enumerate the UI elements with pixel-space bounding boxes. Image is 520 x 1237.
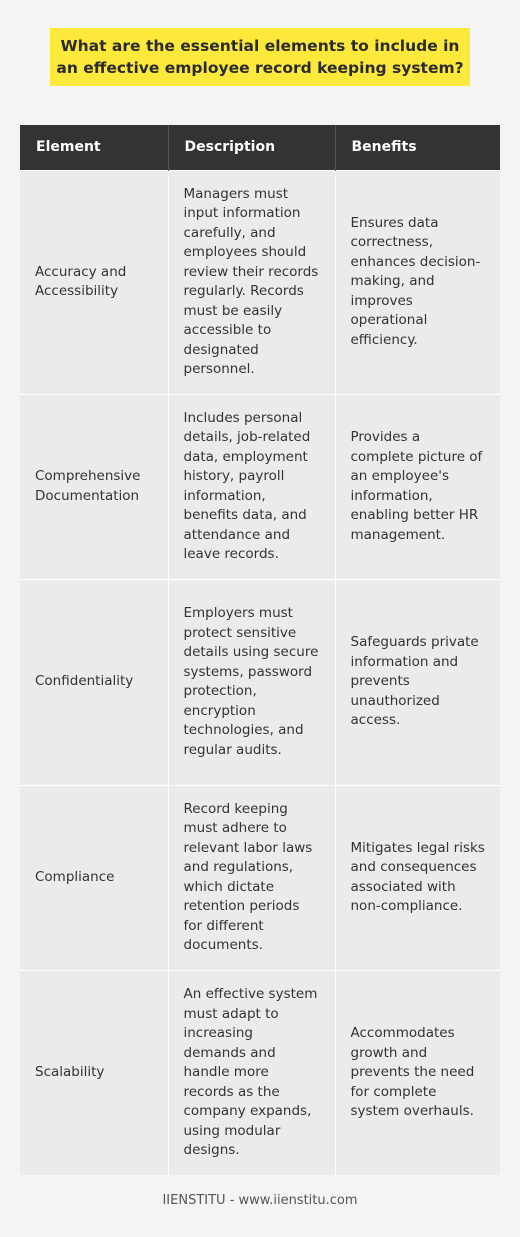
description-cell: Employers must protect sensitive details using secure systems, password protection, encryption technologies, and regular audits. xyxy=(168,579,335,785)
table-row xyxy=(20,579,500,785)
description-cell: Record keeping must adhere to relevant labor laws and regulations, which dictate retention periods for different documents. xyxy=(168,785,335,970)
benefits-cell: Ensures data correctness, enhances decision-making, and improves operational efficiency. xyxy=(335,170,500,394)
table-row xyxy=(20,394,500,579)
table-row xyxy=(20,785,500,970)
description-cell: An effective system must adapt to increasing demands and handle more records as the company expands, using modular designs. xyxy=(168,970,335,1175)
element-cell: Accuracy and Accessibility xyxy=(20,170,168,394)
header-element: Element xyxy=(20,125,168,170)
benefits-cell: Accommodates growth and prevents the need for complete system overhauls. xyxy=(335,970,500,1175)
table-row xyxy=(20,970,500,1175)
benefits-cell: Mitigates legal risks and consequences associated with non-compliance. xyxy=(335,785,500,970)
header-benefits: Benefits xyxy=(335,125,500,170)
benefits-cell: Provides a complete picture of an employee's information, enabling better HR management. xyxy=(335,394,500,579)
element-cell: Comprehensive Documentation xyxy=(20,394,168,579)
table-row xyxy=(20,170,500,394)
description-cell: Managers must input information carefully, and employees should review their records regularly. Records must be easily accessible to designated personnel. xyxy=(168,170,335,394)
element-cell: Confidentiality xyxy=(20,579,168,785)
element-cell: Compliance xyxy=(20,785,168,970)
page-title: What are the essential elements to include in an effective employee record keeping system? xyxy=(56,37,464,77)
benefits-cell: Safeguards private information and prevents unauthorized access. xyxy=(335,579,500,785)
element-cell: Scalability xyxy=(20,970,168,1175)
elements-table xyxy=(20,125,500,1175)
header-description: Description xyxy=(168,125,335,170)
title-banner xyxy=(50,28,470,86)
table-header-row xyxy=(20,125,500,170)
footer-credit: IIENSTITU - www.iienstitu.com xyxy=(162,1193,358,1208)
description-cell: Includes personal details, job-related data, employment history, payroll information, benefits data, and attendance and leave records. xyxy=(168,394,335,579)
